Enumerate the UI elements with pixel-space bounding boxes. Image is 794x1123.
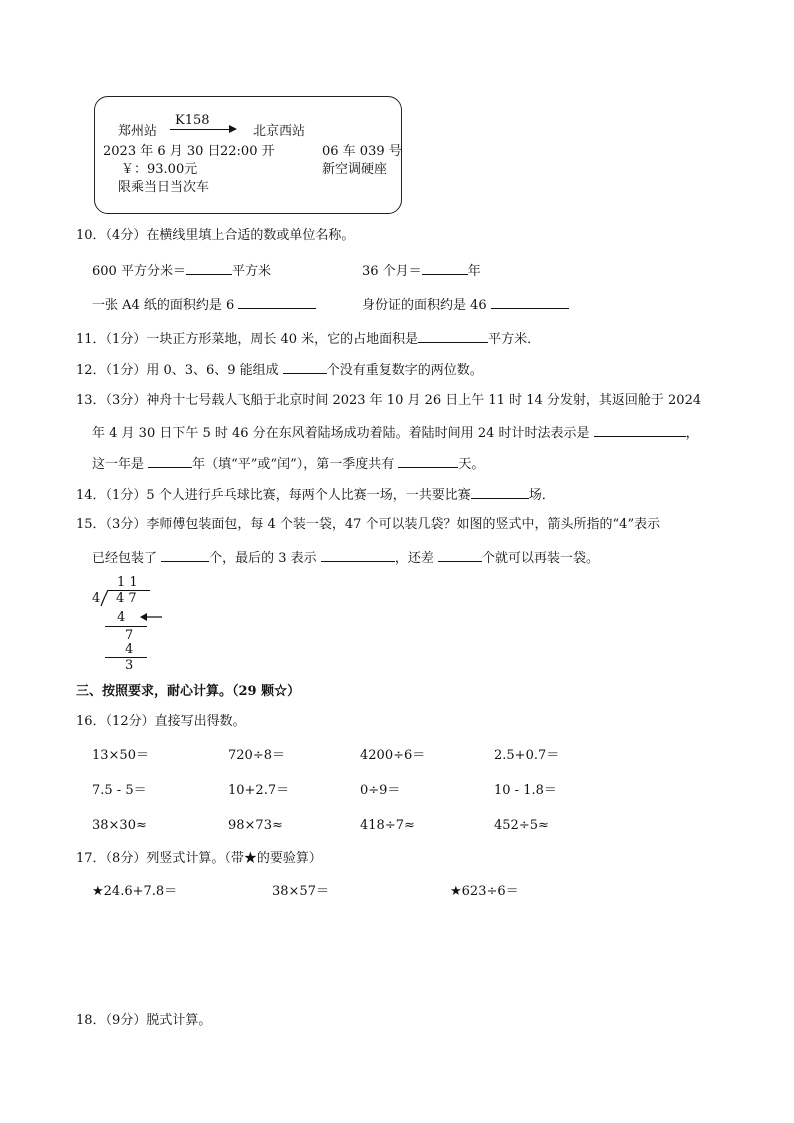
division-step-1: 4 [117,610,126,625]
q16-item: 7.5 - 5＝ [92,783,147,798]
q10-item-3-text: 一张 A4 纸的面积约是 6 [92,298,235,313]
q16-item: 0÷9＝ [360,783,401,798]
q15-line-2 [92,549,599,567]
answer-blank[interactable] [491,296,569,309]
q10-item-1-pre: 600 平方分米＝ [92,264,186,279]
q16-item: 418÷7≈ [360,818,415,833]
ticket-price: ￥：93.00元 [121,162,198,177]
q10-item-2-post: 年 [467,264,481,279]
q11-post: 平方米． [488,332,541,347]
answer-blank[interactable] [186,262,232,275]
answer-blank[interactable] [422,262,468,275]
q13-line-2-post: ， [685,426,699,441]
q13-line-3-pre: 这一年是 [92,457,149,472]
division-divisor: 4 [92,591,101,606]
answer-blank[interactable] [321,549,395,562]
answer-blank[interactable] [594,424,686,437]
answer-blank[interactable] [161,549,209,562]
q17-heading: 17．（8分）列竖式计算。（带★的要验算） [76,851,322,866]
division-quotient: 1 1 [117,575,138,590]
q16-item: 10+2.7＝ [228,783,290,798]
q14 [76,486,555,504]
q16-item: 720÷8＝ [228,748,285,763]
division-step-2: 7 [125,628,134,643]
division-bracket [100,589,112,607]
q16-item: 13×50＝ [92,748,149,763]
ticket-time: 22:00 开 [220,144,275,159]
q17-item: ★623÷6＝ [450,884,519,899]
q10-item-3 [92,296,316,314]
q10-item-1 [92,262,271,280]
q18-heading: 18．（9分）脱式计算。 [76,1013,212,1028]
q16-heading: 16．（12分）直接写出得数。 [76,714,246,729]
q15-line-2-b: 个，最后的 3 表示 [209,551,321,566]
q11 [76,330,540,348]
q15-line-2-a: 已经包装了 [92,551,162,566]
q10-heading: 10．（4分）在横线里填上合适的数或单位名称。 [76,228,355,243]
q13-line-3-post: 天。 [458,457,485,472]
q13-line-3-mid: 年（填“平”或“闰”），第一季度共有 [192,457,399,472]
ticket-to: 北京西站 [253,124,306,139]
q10-item-1-post: 平方米 [231,264,271,279]
answer-blank[interactable] [418,330,488,343]
q13-line-2-text: 年 4 月 30 日下午 5 时 46 分在东风着陆场成功着陆。着陆时间用 24 时计时法表示是 [92,426,590,441]
division-step-3: 4 [125,642,134,657]
ticket-date: 2023 年 6 月 30 日 [103,144,221,159]
q10-item-2-pre: 36 个月＝ [362,264,422,279]
q16-item: 98×73≈ [228,818,283,833]
q10-item-4 [362,296,569,314]
ticket-arrow-icon [229,125,237,133]
q16-item: 452÷5≈ [494,818,549,833]
answer-blank[interactable] [471,486,529,499]
q12 [76,361,483,379]
ticket-note: 限乘当日当次车 [118,180,210,195]
answer-blank[interactable] [438,549,482,562]
q14-post: 场． [528,488,555,503]
q12-text: 12．（1分）用 0、3、6、9 能组成 [76,363,283,378]
answer-blank[interactable] [148,455,192,468]
division-rule-1 [105,626,147,627]
ticket-seat-type: 新空调硬座 [322,162,388,177]
division-dividend: 4 7 [116,591,137,606]
q16-item: 4200÷6＝ [360,748,426,763]
q15-line-1: 15．（3分）李师傅包装面包，每 4 个装一袋，47 个可以装几袋？如图的竖式中，箭头所指的“4”表示 [76,517,661,532]
ticket-arrow-line [170,129,232,130]
q14-text: 14．（1分）5 个人进行乒乓球比赛，每两个人比赛一场，一共要比赛 [76,488,471,503]
q10-item-4-text: 身份证的面积约是 46 [362,298,487,313]
answer-blank[interactable] [398,455,458,468]
q15-line-2-c: ，还差 [394,551,438,566]
q12-post: 个没有重复数字的两位数。 [326,363,483,378]
q10-item-2 [362,262,481,280]
ticket-train-no: K158 [175,113,210,128]
q15-line-2-d: 个就可以再装一袋。 [481,551,599,566]
division-remainder: 3 [125,658,134,673]
q11-text: 11．（1分）一块正方形菜地，周长 40 米，它的占地面积是 [76,332,419,347]
q13-line-1: 13．（3分）神舟十七号载人飞船于北京时间 2023 年 10 月 26 日上午 11 时 14 分发射，其返回舱于 2024 [76,393,702,408]
q16-item: 38×30≈ [92,818,147,833]
q13-line-2 [92,424,699,442]
q17-item: ★24.6+7.8＝ [92,884,178,899]
answer-blank[interactable] [238,296,316,309]
ticket-seat: 06 车 039 号 [322,144,402,159]
q17-item: 38×57＝ [272,884,329,899]
q16-item: 2.5+0.7＝ [494,748,560,763]
ticket-from: 郑州站 [118,124,158,139]
q16-item: 10 - 1.8＝ [494,783,557,798]
section-3-title: 三、按照要求，耐心计算。（29 颗☆） [76,684,301,699]
q13-line-3 [92,455,484,473]
answer-blank[interactable] [283,361,327,374]
arrow-left-icon [139,611,163,623]
